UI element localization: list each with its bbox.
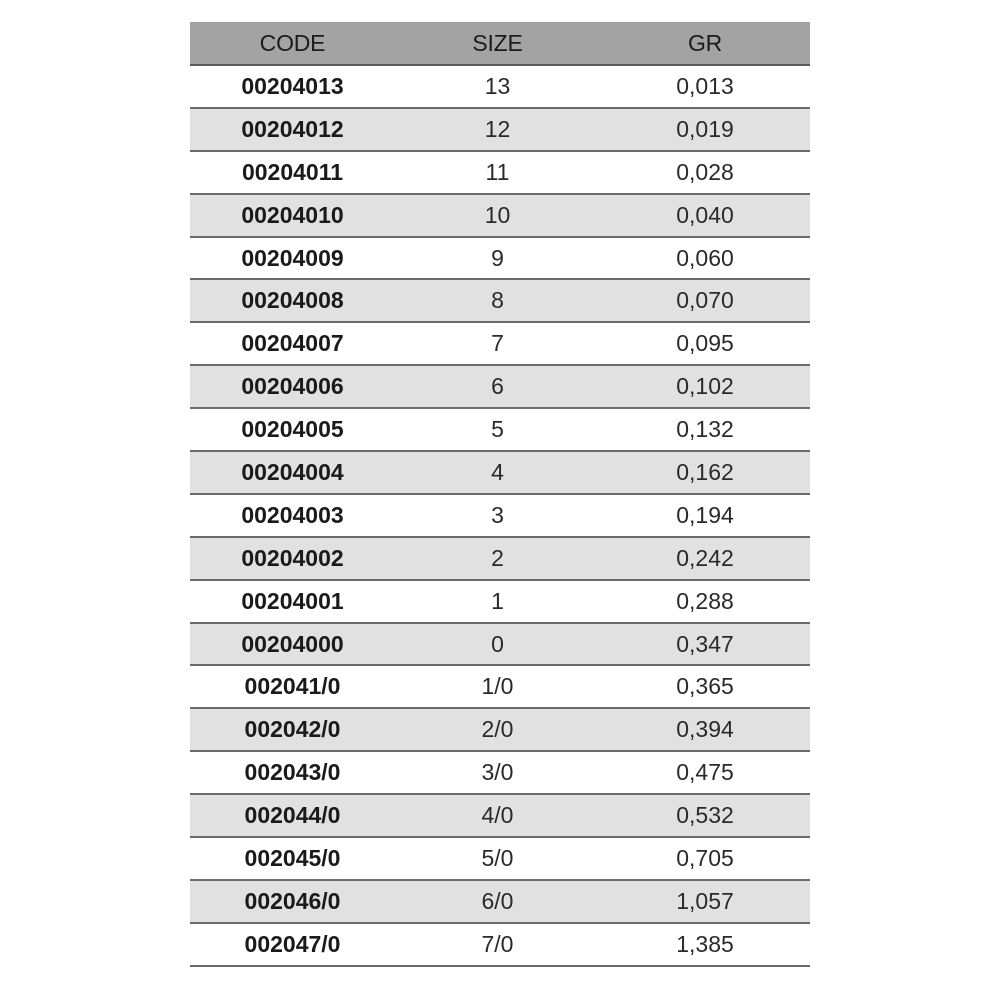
cell-size: 7/0 <box>481 930 514 957</box>
cell-gr: 0,019 <box>676 115 734 142</box>
table-row <box>190 452 810 495</box>
cell-size: 7 <box>491 330 504 357</box>
cell-gr: 0,070 <box>676 287 734 314</box>
cell-gr: 0,102 <box>676 373 734 400</box>
cell-gr: 0,132 <box>676 416 734 443</box>
table-row <box>190 66 810 109</box>
cell-size: 2 <box>491 544 504 571</box>
cell-size: 9 <box>491 244 504 271</box>
cell-gr: 0,040 <box>676 201 734 228</box>
cell-size: 10 <box>484 201 511 228</box>
cell-code: 002044/0 <box>244 802 341 829</box>
cell-size: 5/0 <box>481 844 514 871</box>
cell-size: 2/0 <box>481 716 514 743</box>
cell-size: 3 <box>491 501 504 528</box>
cell-code: 00204012 <box>241 115 344 142</box>
cell-gr: 0,060 <box>676 244 734 271</box>
header-code: CODE <box>259 29 326 56</box>
cell-gr: 0,365 <box>676 673 734 700</box>
cell-code: 002045/0 <box>244 844 341 871</box>
table-row <box>190 924 810 967</box>
cell-code: 00204006 <box>241 373 344 400</box>
cell-gr: 0,095 <box>676 330 734 357</box>
table-row <box>190 538 810 581</box>
cell-code: 002043/0 <box>244 759 341 786</box>
table-row <box>190 495 810 538</box>
cell-size: 0 <box>491 630 504 657</box>
table-row <box>190 666 810 709</box>
cell-code: 002046/0 <box>244 887 341 914</box>
cell-size: 1 <box>491 587 504 614</box>
cell-code: 00204003 <box>241 501 344 528</box>
cell-code: 00204005 <box>241 416 344 443</box>
table-row <box>190 195 810 238</box>
table-row <box>190 838 810 881</box>
cell-code: 00204001 <box>241 587 344 614</box>
spec-table <box>190 22 810 967</box>
cell-gr: 0,347 <box>676 630 734 657</box>
cell-gr: 0,394 <box>676 716 734 743</box>
cell-size: 6 <box>491 373 504 400</box>
table-row <box>190 752 810 795</box>
cell-gr: 1,385 <box>676 930 734 957</box>
cell-code: 00204004 <box>241 458 344 485</box>
cell-code: 002042/0 <box>244 716 341 743</box>
table-row <box>190 238 810 281</box>
cell-gr: 0,532 <box>676 802 734 829</box>
table-row <box>190 881 810 924</box>
header-gr: GR <box>687 29 723 56</box>
cell-size: 3/0 <box>481 759 514 786</box>
cell-code: 002041/0 <box>244 673 341 700</box>
cell-size: 1/0 <box>481 673 514 700</box>
cell-gr: 0,288 <box>676 587 734 614</box>
cell-size: 4/0 <box>481 802 514 829</box>
cell-code: 00204013 <box>241 72 344 99</box>
table-row <box>190 581 810 624</box>
table-row <box>190 280 810 323</box>
table-body <box>190 66 810 967</box>
table-row <box>190 795 810 838</box>
cell-code: 00204008 <box>241 287 344 314</box>
header-size: SIZE <box>472 29 523 56</box>
cell-gr: 0,475 <box>676 759 734 786</box>
cell-gr: 0,242 <box>676 544 734 571</box>
cell-code: 002047/0 <box>244 930 341 957</box>
table-header-row <box>190 22 810 66</box>
cell-gr: 0,194 <box>676 501 734 528</box>
table-row <box>190 709 810 752</box>
cell-gr: 0,028 <box>676 158 734 185</box>
cell-code: 00204010 <box>241 201 344 228</box>
cell-size: 12 <box>484 115 511 142</box>
cell-size: 11 <box>485 158 510 185</box>
cell-code: 00204009 <box>241 244 344 271</box>
cell-code: 00204011 <box>241 158 344 185</box>
table-row <box>190 409 810 452</box>
cell-code: 00204000 <box>241 630 344 657</box>
table-row <box>190 366 810 409</box>
cell-code: 00204002 <box>241 544 344 571</box>
cell-gr: 0,705 <box>676 844 734 871</box>
cell-size: 4 <box>491 458 504 485</box>
cell-size: 6/0 <box>481 887 514 914</box>
table-row <box>190 152 810 195</box>
table-row <box>190 323 810 366</box>
cell-gr: 1,057 <box>676 887 734 914</box>
table-row <box>190 624 810 667</box>
cell-code: 00204007 <box>241 330 344 357</box>
table-row <box>190 109 810 152</box>
cell-size: 13 <box>484 72 511 99</box>
cell-size: 8 <box>491 287 504 314</box>
cell-gr: 0,162 <box>676 458 734 485</box>
cell-size: 5 <box>491 416 504 443</box>
cell-gr: 0,013 <box>676 72 734 99</box>
